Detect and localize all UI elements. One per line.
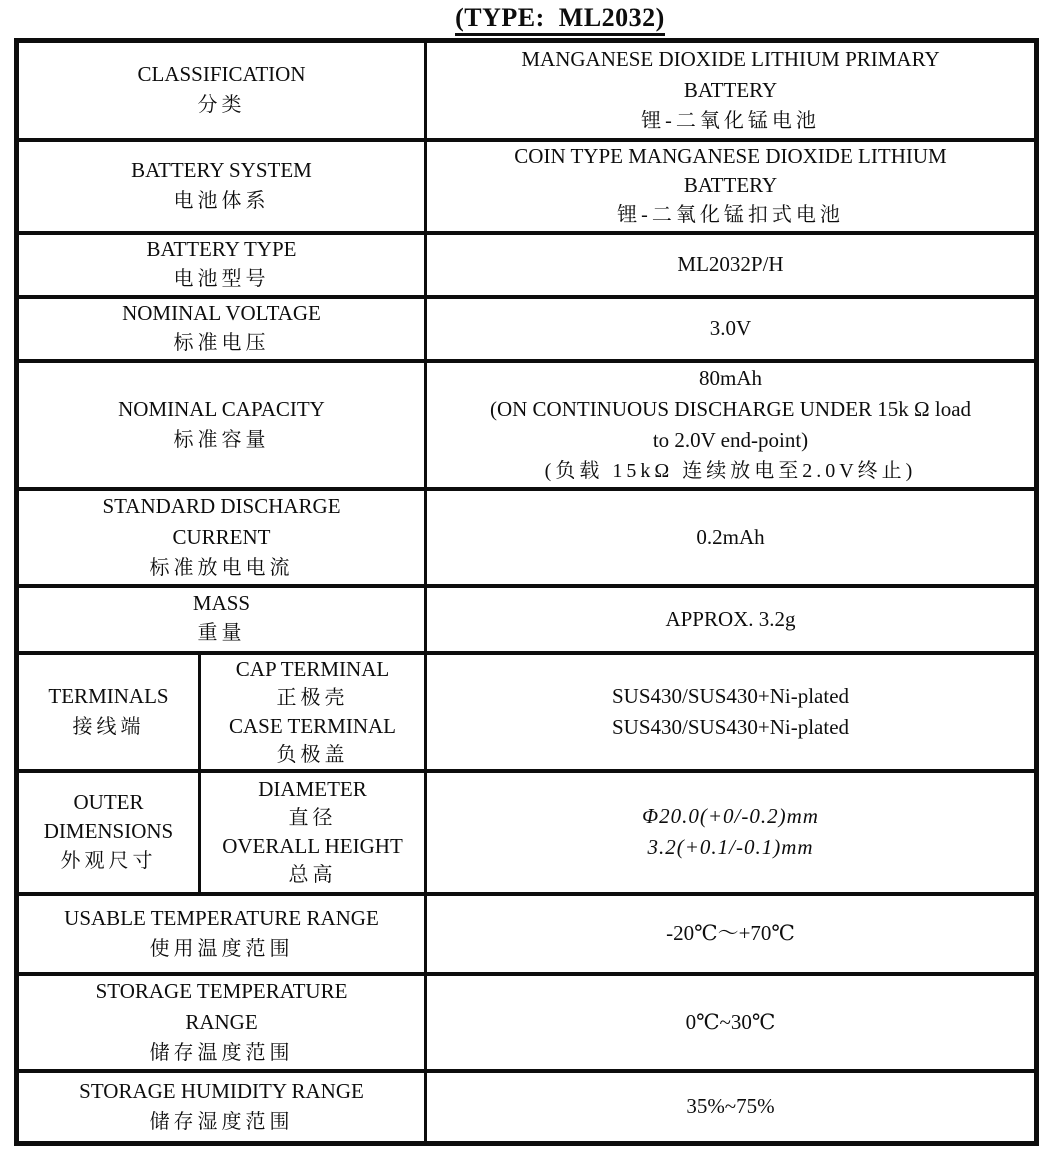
standard-discharge-value-cell	[426, 489, 1037, 586]
battery-type-label-cell	[17, 233, 426, 297]
battery-system-label-cell	[17, 140, 426, 233]
nominal-capacity-label-zh: 标准容量	[173, 428, 270, 451]
outer-dimensions-sub-line: DIAMETER	[258, 777, 367, 801]
storage-temp-value: 0℃~30℃	[685, 1009, 776, 1034]
outer-dimensions-sub-line: 直径	[288, 807, 337, 829]
outer-dimensions-sub-cell	[200, 771, 426, 894]
outer-dimensions-sub-line: 总高	[288, 864, 337, 886]
table-row-classification	[17, 41, 1037, 140]
battery-system-value-cell	[426, 140, 1037, 233]
battery-spec-table	[14, 38, 1039, 1146]
storage-humidity-label-cell	[17, 1071, 426, 1144]
terminals-value-line: SUS430/SUS430+Ni-plated	[611, 714, 850, 739]
terminals-value-line: SUS430/SUS430+Ni-plated	[611, 683, 850, 708]
standard-discharge-label-en: STANDARD DISCHARGE	[102, 493, 341, 518]
storage-temp-label-en: STORAGE TEMPERATURE	[95, 978, 348, 1003]
nominal-capacity-label-cell	[17, 361, 426, 489]
table-row-outer-dimensions	[17, 771, 1037, 894]
mass-value: APPROX. 3.2g	[665, 606, 796, 631]
nominal-voltage-label-en: NOMINAL VOLTAGE	[122, 300, 321, 325]
nominal-capacity-value-line: (ON CONTINUOUS DISCHARGE UNDER 15k Ω load	[489, 396, 972, 421]
outer-dimensions-value-cell	[426, 771, 1037, 894]
table-row-standard-discharge-current	[17, 489, 1037, 586]
classification-label-zh: 分类	[197, 94, 246, 117]
standard-discharge-value: 0.2mAh	[696, 524, 765, 549]
classification-value-zh: 锂-二氧化锰电池	[641, 109, 820, 132]
mass-label-en: MASS	[192, 591, 251, 615]
storage-temp-label-zh: 储存温度范围	[149, 1041, 294, 1064]
storage-temp-label-en: RANGE	[185, 1009, 258, 1034]
table-row-battery-system	[17, 140, 1037, 233]
battery-system-label-en: BATTERY SYSTEM	[131, 158, 312, 182]
nominal-capacity-label-en: NOMINAL CAPACITY	[118, 396, 325, 421]
storage-temp-value-cell	[426, 974, 1037, 1071]
terminals-value-cell	[426, 653, 1037, 771]
table-row-storage-humidity-range	[17, 1071, 1037, 1144]
classification-value-line: BATTERY	[683, 77, 778, 102]
table-row-nominal-capacity	[17, 361, 1037, 489]
battery-system-value-line: BATTERY	[683, 172, 778, 197]
nominal-capacity-value-zh: (负载 15kΩ 连续放电至2.0V终止)	[544, 459, 917, 482]
terminals-sub-line: 负极盖	[276, 743, 349, 766]
table-row-storage-temperature-range	[17, 974, 1037, 1071]
terminals-label-zh: 接线端	[72, 715, 145, 738]
usable-temp-value: -20℃～+70℃	[666, 921, 795, 945]
nominal-capacity-value-cell	[426, 361, 1037, 489]
terminals-sub-line: CASE TERMINAL	[228, 713, 397, 738]
nominal-capacity-value-line: to 2.0V end-point)	[652, 427, 809, 452]
outer-dimensions-value-line: 3.2(+0.1/-0.1)mm	[647, 835, 814, 859]
mass-value-cell	[426, 586, 1037, 653]
terminals-sub-line: 正极壳	[276, 686, 349, 709]
standard-discharge-label-en: CURRENT	[172, 524, 271, 549]
standard-discharge-label-cell	[17, 489, 426, 586]
table-row-terminals	[17, 653, 1037, 771]
nominal-voltage-label-zh: 标准电压	[173, 331, 270, 354]
standard-discharge-label-zh: 标准放电电流	[149, 556, 294, 579]
nominal-capacity-value-line: 80mAh	[699, 365, 762, 390]
table-row-battery-type	[17, 233, 1037, 297]
terminals-label-en: TERMINALS	[48, 683, 169, 708]
battery-type-label-en: BATTERY TYPE	[146, 236, 297, 261]
battery-system-label-zh: 电池体系	[173, 190, 270, 212]
outer-dimensions-value-line: Φ20.0(+0/-0.2)mm	[642, 804, 819, 828]
table-row-mass	[17, 586, 1037, 653]
storage-humidity-label-en: STORAGE HUMIDITY RANGE	[79, 1078, 364, 1103]
battery-system-value-zh: 锂-二氧化锰扣式电池	[617, 203, 844, 226]
nominal-voltage-value-cell	[426, 297, 1037, 361]
mass-label-zh: 重量	[197, 622, 246, 644]
terminals-sub-cell	[200, 653, 426, 771]
outer-dimensions-sub-line: OVERALL HEIGHT	[222, 834, 403, 858]
classification-value-line: MANGANESE DIOXIDE LITHIUM PRIMARY	[521, 46, 940, 71]
outer-dimensions-label-cell	[17, 771, 200, 894]
nominal-voltage-label-cell	[17, 297, 426, 361]
nominal-voltage-value: 3.0V	[709, 316, 752, 340]
usable-temp-label-cell	[17, 894, 426, 974]
terminals-label-cell	[17, 653, 200, 771]
storage-humidity-value: 35%~75%	[686, 1094, 775, 1119]
outer-dimensions-label-en: DIMENSIONS	[43, 818, 174, 843]
table-row-usable-temperature-range	[17, 894, 1037, 974]
outer-dimensions-label-en: OUTER	[73, 789, 144, 814]
outer-dimensions-label-zh: 外观尺寸	[60, 849, 157, 872]
storage-humidity-label-zh: 储存湿度范围	[149, 1110, 294, 1133]
classification-label-en: CLASSIFICATION	[137, 62, 306, 87]
battery-type-value-cell	[426, 233, 1037, 297]
battery-system-value-line: COIN TYPE MANGANESE DIOXIDE LITHIUM	[514, 143, 947, 168]
storage-humidity-value-cell	[426, 1071, 1037, 1144]
storage-temp-label-cell	[17, 974, 426, 1071]
document-title-text: (TYPE: ML2032)	[455, 3, 665, 36]
table-row-nominal-voltage	[17, 297, 1037, 361]
terminals-sub-line: CAP TERMINAL	[235, 656, 390, 681]
classification-value-cell	[426, 41, 1037, 140]
usable-temp-value-cell	[426, 894, 1037, 974]
document-title	[36, 3, 1048, 36]
battery-type-value: ML2032P/H	[677, 252, 784, 276]
usable-temp-label-zh: 使用温度范围	[149, 937, 294, 960]
mass-label-cell	[17, 586, 426, 653]
classification-label-cell	[17, 41, 426, 140]
battery-type-label-zh: 电池型号	[173, 267, 270, 290]
usable-temp-label-en: USABLE TEMPERATURE RANGE	[64, 905, 379, 930]
